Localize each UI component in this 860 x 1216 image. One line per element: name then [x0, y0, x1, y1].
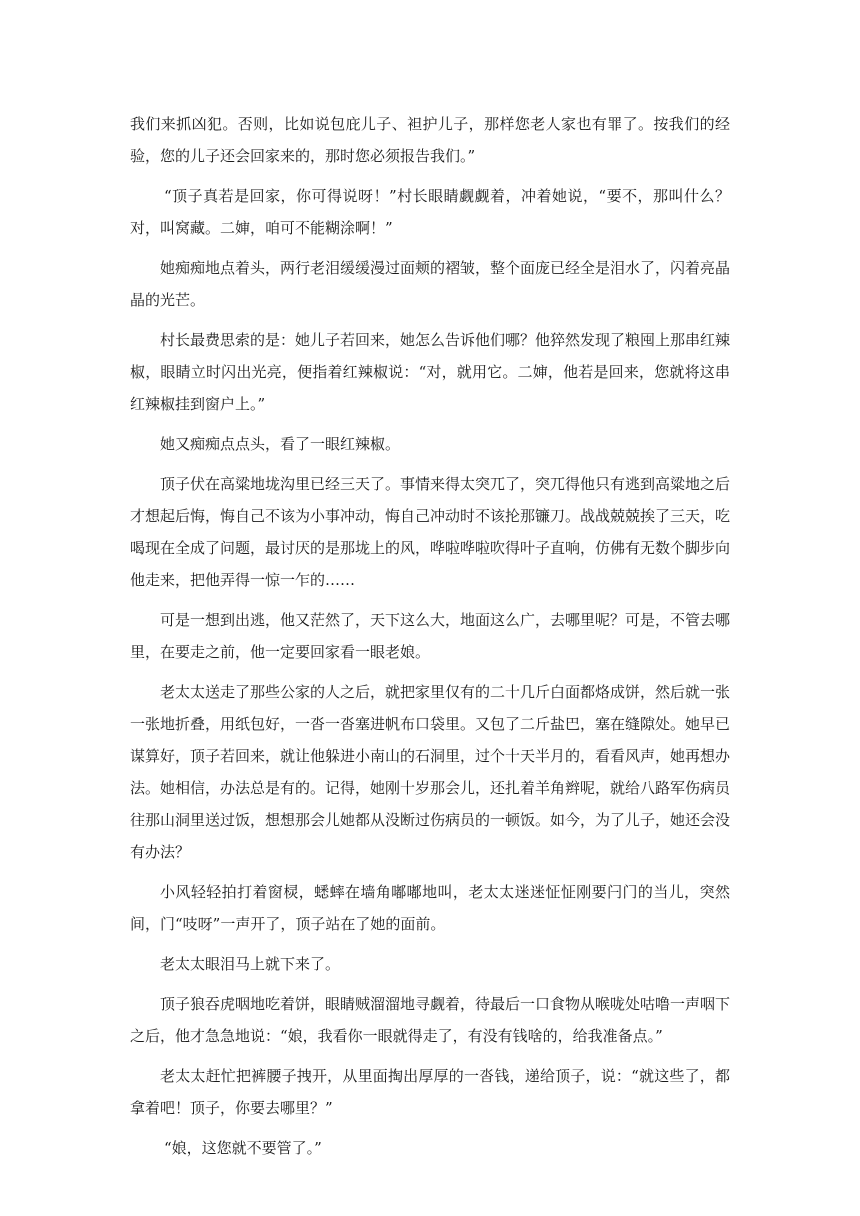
paragraph-11: 顶子狼吞虎咽地吃着饼，眼睛贼溜溜地寻觑着，待最后一口食物从喉咙处咕噜一声咽下之后，他才急急地说：“娘，我看你一眼就得走了，有没有钱啥的，给我准备点。” — [130, 995, 731, 1045]
paragraph-6: 顶子伏在高粱地垅沟里已经三天了。事情来得太突兀了，突兀得他只有逃到高粱地之后才想起后悔，悔自己不该为小事冲动，悔自己冲动时不该抡那镰刀。战战兢兢挨了三天，吃喝现在全成了问题，最讨厌的是那垅上的风，哗啦哗啦吹得叶子直响，仿佛有无数个脚步向他走来，把他弄得一惊一乍的…… — [130, 475, 731, 589]
paragraph-3: 她痴痴地点着头，两行老泪缓缓漫过面颊的褶皱，整个面庞已经全是泪水了，闪着亮晶晶的光芒。 — [130, 259, 731, 309]
paragraph-7: 可是一想到出逃，他又茫然了，天下这么大，地面这么广，去哪里呢？可是，不管去哪里，在要走之前，他一定要回家看一眼老娘。 — [130, 611, 731, 661]
article-body — [130, 108, 730, 1172]
paragraph-9: 小风轻轻拍打着窗棂，蟋蟀在墙角嘟嘟地叫，老太太迷迷怔怔刚要闩门的当儿，突然间，门“吱呀”一声开了，顶子站在了她的面前。 — [130, 883, 730, 933]
paragraph-2: “顶子真若是回家，你可得说呀！”村长眼睛觑觑着，冲着她说，“要不，那叫什么？对，叫窝藏。二婶，咱可不能糊涂啊！” — [130, 187, 730, 237]
paragraph-10: 老太太眼泪马上就下来了。 — [160, 955, 341, 973]
paragraph-13: “娘，这您就不要管了。” — [164, 1139, 322, 1157]
paragraph-1: 我们来抓凶犯。否则，比如说包庇儿子、袒护儿子，那样您老人家也有罪了。按我们的经验，您的儿子还会回家来的，那时您必须报告我们。” — [130, 115, 730, 165]
paragraph-4: 村长最费思索的是：她儿子若回来，她怎么告诉他们哪？他猝然发现了粮囤上那串红辣椒，眼睛立时闪出光亮，便指着红辣椒说：“对，就用它。二婶，他若是回来，您就将这串红辣椒挂到窗户上。” — [130, 331, 731, 413]
paragraph-12: 老太太赶忙把裤腰子拽开，从里面掏出厚厚的一沓钱，递给顶子，说：“就这些了，都拿着吧！顶子，你要去哪里？” — [130, 1067, 730, 1117]
paragraph-8: 老太太送走了那些公家的人之后，就把家里仅有的二十几斤白面都烙成饼，然后就一张一张地折叠，用纸包好，一沓一沓塞进帆布口袋里。又包了二斤盐巴，塞在缝隙处。她早已谋算好，顶子若回来，就让他躲进小南山的石洞里，过个十天半月的，看看风声，她再想办法。她相信，办法总是有的。记得，她刚十岁那会儿，还扎着羊角辫呢，就给八路军伤病员往那山洞里送过饭，想想那会儿她都从没断过伤病员的一顿饭。如今，为了儿子，她还会没有办法？ — [130, 683, 731, 861]
paragraph-5: 她又痴痴点点头，看了一眼红辣椒。 — [160, 435, 401, 453]
